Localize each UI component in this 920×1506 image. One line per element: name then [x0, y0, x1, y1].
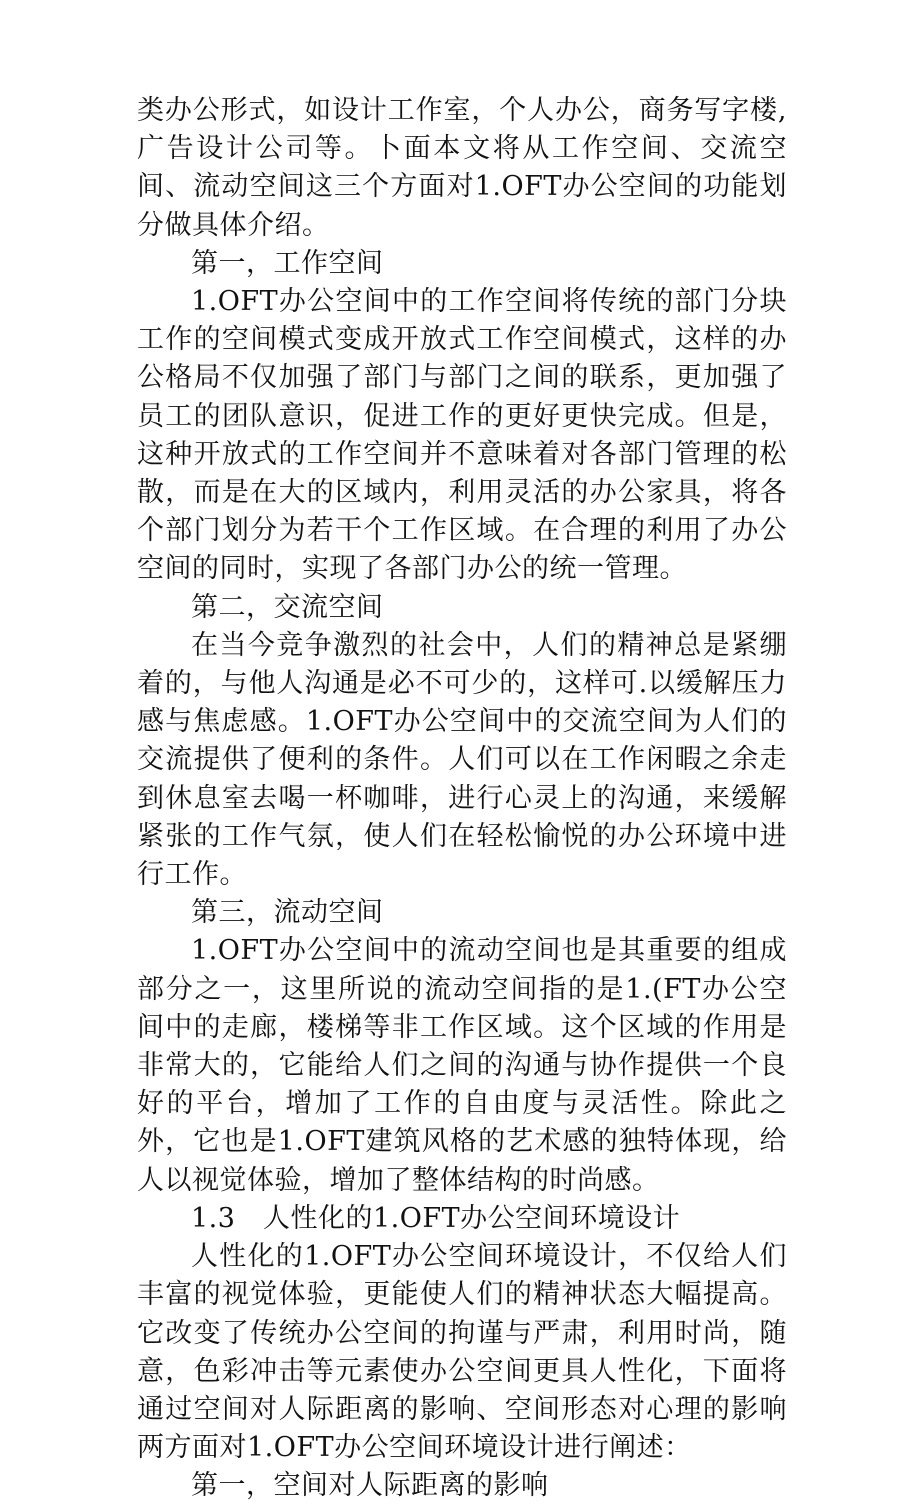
- document-page: [137, 92, 787, 1506]
- body-paragraph: 1.OFT办公空间中的工作空间将传统的部门分块工作的空间模式变成开放式工作空间模式，这样的办公格局不仅加强了部门与部门之间的联系，更加强了员工的团队意识，促进工作的更好更快完成。但是，这种开放式的工作空间并不意味着对各部门管理的松散，而是在大的区域内，利用灵活的办公家具，将各个部门划分为若干个工作区域。在合理的利用了办公空间的同时，实现了各部门办公的统一管理。: [137, 286, 787, 585]
- section-heading-interpersonal-distance: 第一，空间对人际距离的影响: [191, 1470, 549, 1502]
- body-paragraph: 在当今竞争激烈的社会中，人们的精神总是紧绷着的，与他人沟通是必不可少的，这样可.以缓解压力感与焦虑感。1.OFT办公空间中的交流空间为人们的交流提供了便利的条件。人们可以在工作闲暇之余走到休息室去喝一杯咖啡，进行心灵上的沟通，来缓解紧张的工作气氛，使人们在轻松愉悦的办公环境中进行工作。: [137, 629, 787, 891]
- section-heading-1-3: 1.3 人性化的1.OFT办公空间环境设计: [191, 1202, 681, 1234]
- body-paragraph: 类办公形式，如设计工作室，个人办公，商务写字楼,广告设计公司等。卜面本文将从工作空间、交流空间、流动空间这三个方面对1.OFT办公空间的功能划分做具体介绍。: [137, 95, 787, 241]
- section-heading-circulation-space: 第三，流动空间: [191, 897, 384, 929]
- section-heading-communication-space: 第二，交流空间: [191, 591, 384, 623]
- section-heading-work-space: 第一，工作空间: [191, 247, 384, 279]
- body-paragraph: 1.OFT办公空间中的流动空间也是其重要的组成部分之一，这里所说的流动空间指的是1.(FT办公空间中的走廊，楼梯等非工作区域。这个区域的作用是非常大的，它能给人们之间的沟通与协作提供一个良好的平台，增加了工作的自由度与灵活性。除此之外，它也是1.OFT建筑风格的艺术感的独特体现，给人以视觉体验，增加了整体结构的时尚感。: [137, 935, 787, 1196]
- body-paragraph: 人性化的1.OFT办公空间环境设计，不仅给人们丰富的视觉体验，更能使人们的精神状态大幅提高。它改变了传统办公空间的拘谨与严肃，利用时尚，随意，色彩冲击等元素使办公空间更具人性化，下面将通过空间对人际距离的影响、空间形态对心理的影响两方面对1.OFT办公空间环境设计进行阐述：: [137, 1241, 787, 1464]
